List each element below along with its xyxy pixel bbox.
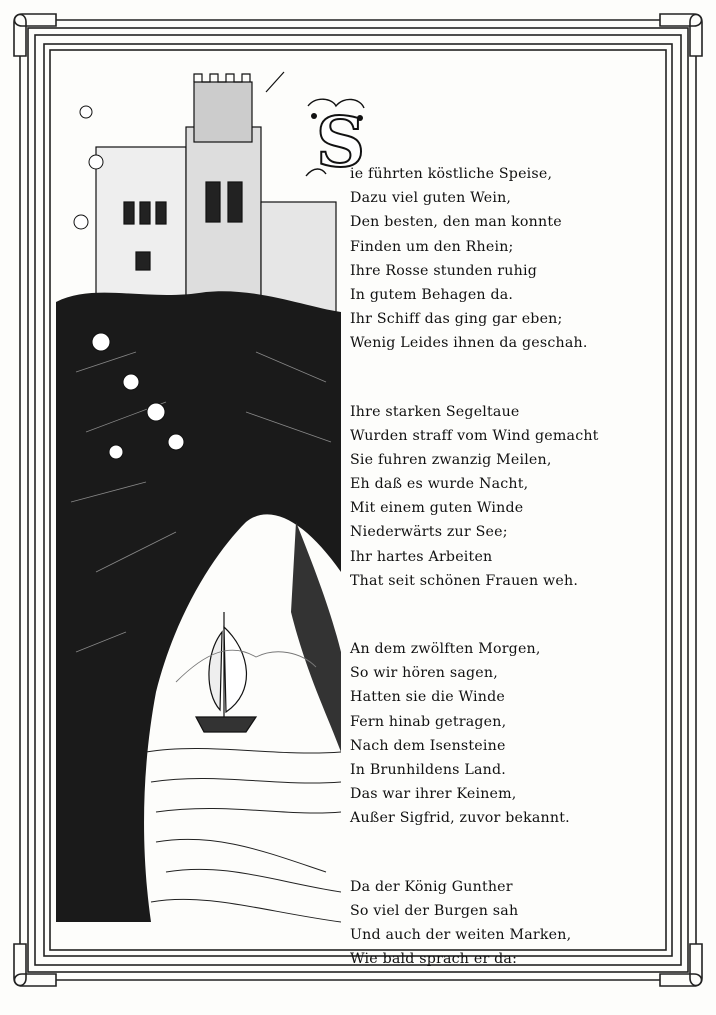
poem-line: Eh daß es wurde Nacht, [350,476,529,493]
sailboat-icon [196,612,256,732]
castle-cliff-illustration [56,52,341,942]
poem-line: Und auch der weiten Marken, [350,926,572,943]
poem-line: Da der König Gunther [350,878,513,895]
stanza-2 [350,400,650,594]
poem-line: Fern hinab getragen, [350,713,507,730]
poem-line: In gutem Behagen da. [350,286,514,303]
poem-text [350,162,650,1015]
poem-line: Wurden straff vom Wind gemacht [350,427,599,444]
poem-line: An dem zwölften Morgen, [350,641,541,657]
poem-line: Das war ihrer Keinem, [350,786,517,803]
poem-line: Ihre starken Segeltaue [350,403,520,420]
poem-line: Wie bald sprach er da: [350,951,518,968]
poem-line: Niederwärts zur See; [350,524,508,541]
poem-line: Dazu viel guten Wein, [350,190,512,207]
poem-line: Ihr Schiff das ging gar eben; [350,311,563,328]
poem-line: Außer Sigfrid, zuvor bekannt. [350,810,570,827]
poem-line: Mit einem guten Winde [350,500,524,517]
poem-line: So viel der Burgen sah [350,902,519,919]
poem-line: So wir hören sagen, [350,665,498,682]
poem-line: Den besten, den man konnte [350,214,562,231]
poem-line: Wenig Leides ihnen da geschah. [350,335,588,352]
poem-line: In Brunhildens Land. [350,761,506,778]
poem-line: Ihre Rosse stunden ruhig [350,262,537,279]
stanza-1 [350,162,650,356]
poem-line: Sie fuhren zwanzig Meilen, [350,451,552,468]
poem-line: Hatten sie die Winde [350,689,506,706]
poem-line: Finden um den Rhein; [350,238,514,255]
poem-line: Nach dem Isensteine [350,737,506,754]
stanza-4 [350,875,650,972]
drop-cap-letter: S [316,103,366,182]
poem-line: ie führten köstliche Speise, [350,166,553,182]
poem-line: That seit schönen Frauen weh. [350,572,579,589]
stanza-3 [350,637,650,831]
poem-line: Ihr hartes Arbeiten [350,548,493,565]
